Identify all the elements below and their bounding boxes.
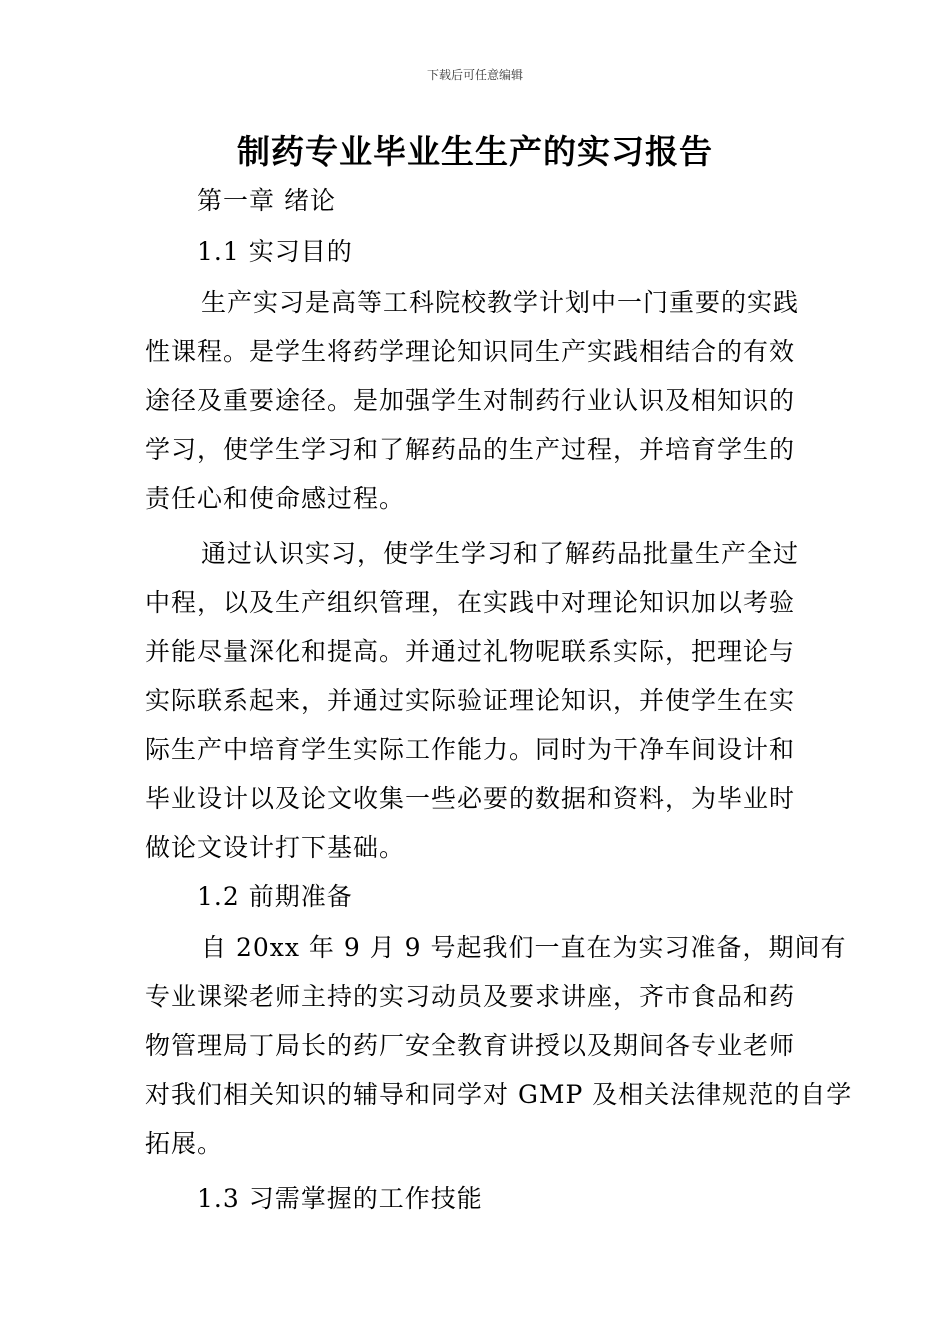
paragraph — [145, 529, 810, 872]
document-title: 制药专业毕业生生产的实习报告 — [237, 132, 713, 171]
paragraph — [145, 278, 810, 523]
text-line: 中程，以及生产组织管理，在实践中对理论知识加以考验 — [145, 588, 796, 617]
text-line: 物管理局丁局长的药厂安全教育讲授以及期间各专业老师 — [145, 1031, 796, 1060]
text-line: 际生产中培育学生实际工作能力。同时为干净车间设计和 — [145, 735, 796, 764]
text-line: 并能尽量深化和提高。并通过礼物呢联系实际，把理论与 — [145, 637, 796, 666]
section-heading: 1.3 习需掌握的工作技能 — [197, 1184, 483, 1213]
header-note: 下载后可任意编辑 — [426, 68, 523, 82]
chapter-heading: 第一章 绪论 — [197, 186, 336, 215]
text-line: 通过认识实习，使学生学习和了解药品批量生产全过 — [201, 539, 800, 568]
text-line: 拓展。 — [145, 1129, 224, 1158]
text-line: 对我们相关知识的辅导和同学对 GMP 及相关法律规范的自学 — [145, 1080, 853, 1109]
text-line: 途径及重要途径。是加强学生对制药行业认识及相知识的 — [145, 386, 796, 415]
text-line: 做论文设计打下基础。 — [145, 833, 406, 862]
section-heading: 1.1 实习目的 — [197, 237, 353, 266]
text-line: 实际联系起来，并通过实际验证理论知识，并使学生在实 — [145, 686, 796, 715]
section-heading: 1.2 前期准备 — [197, 882, 353, 911]
document-body — [145, 176, 853, 1223]
text-line: 学习，使学生学习和了解药品的生产过程，并培育学生的 — [145, 435, 796, 464]
text-line: 责任心和使命感过程。 — [145, 484, 406, 513]
text-line: 生产实习是高等工科院校教学计划中一门重要的实践 — [201, 288, 800, 317]
text-line: 毕业设计以及论文收集一些必要的数据和资料，为毕业时 — [145, 784, 796, 813]
paragraph — [145, 923, 853, 1168]
text-line: 专业课梁老师主持的实习动员及要求讲座，齐市食品和药 — [145, 982, 796, 1011]
text-line: 性课程。是学生将药学理论知识同生产实践相结合的有效 — [145, 337, 796, 366]
text-line: 自 20xx 年 9 月 9 号起我们一直在为实习准备，期间有 — [201, 933, 847, 962]
